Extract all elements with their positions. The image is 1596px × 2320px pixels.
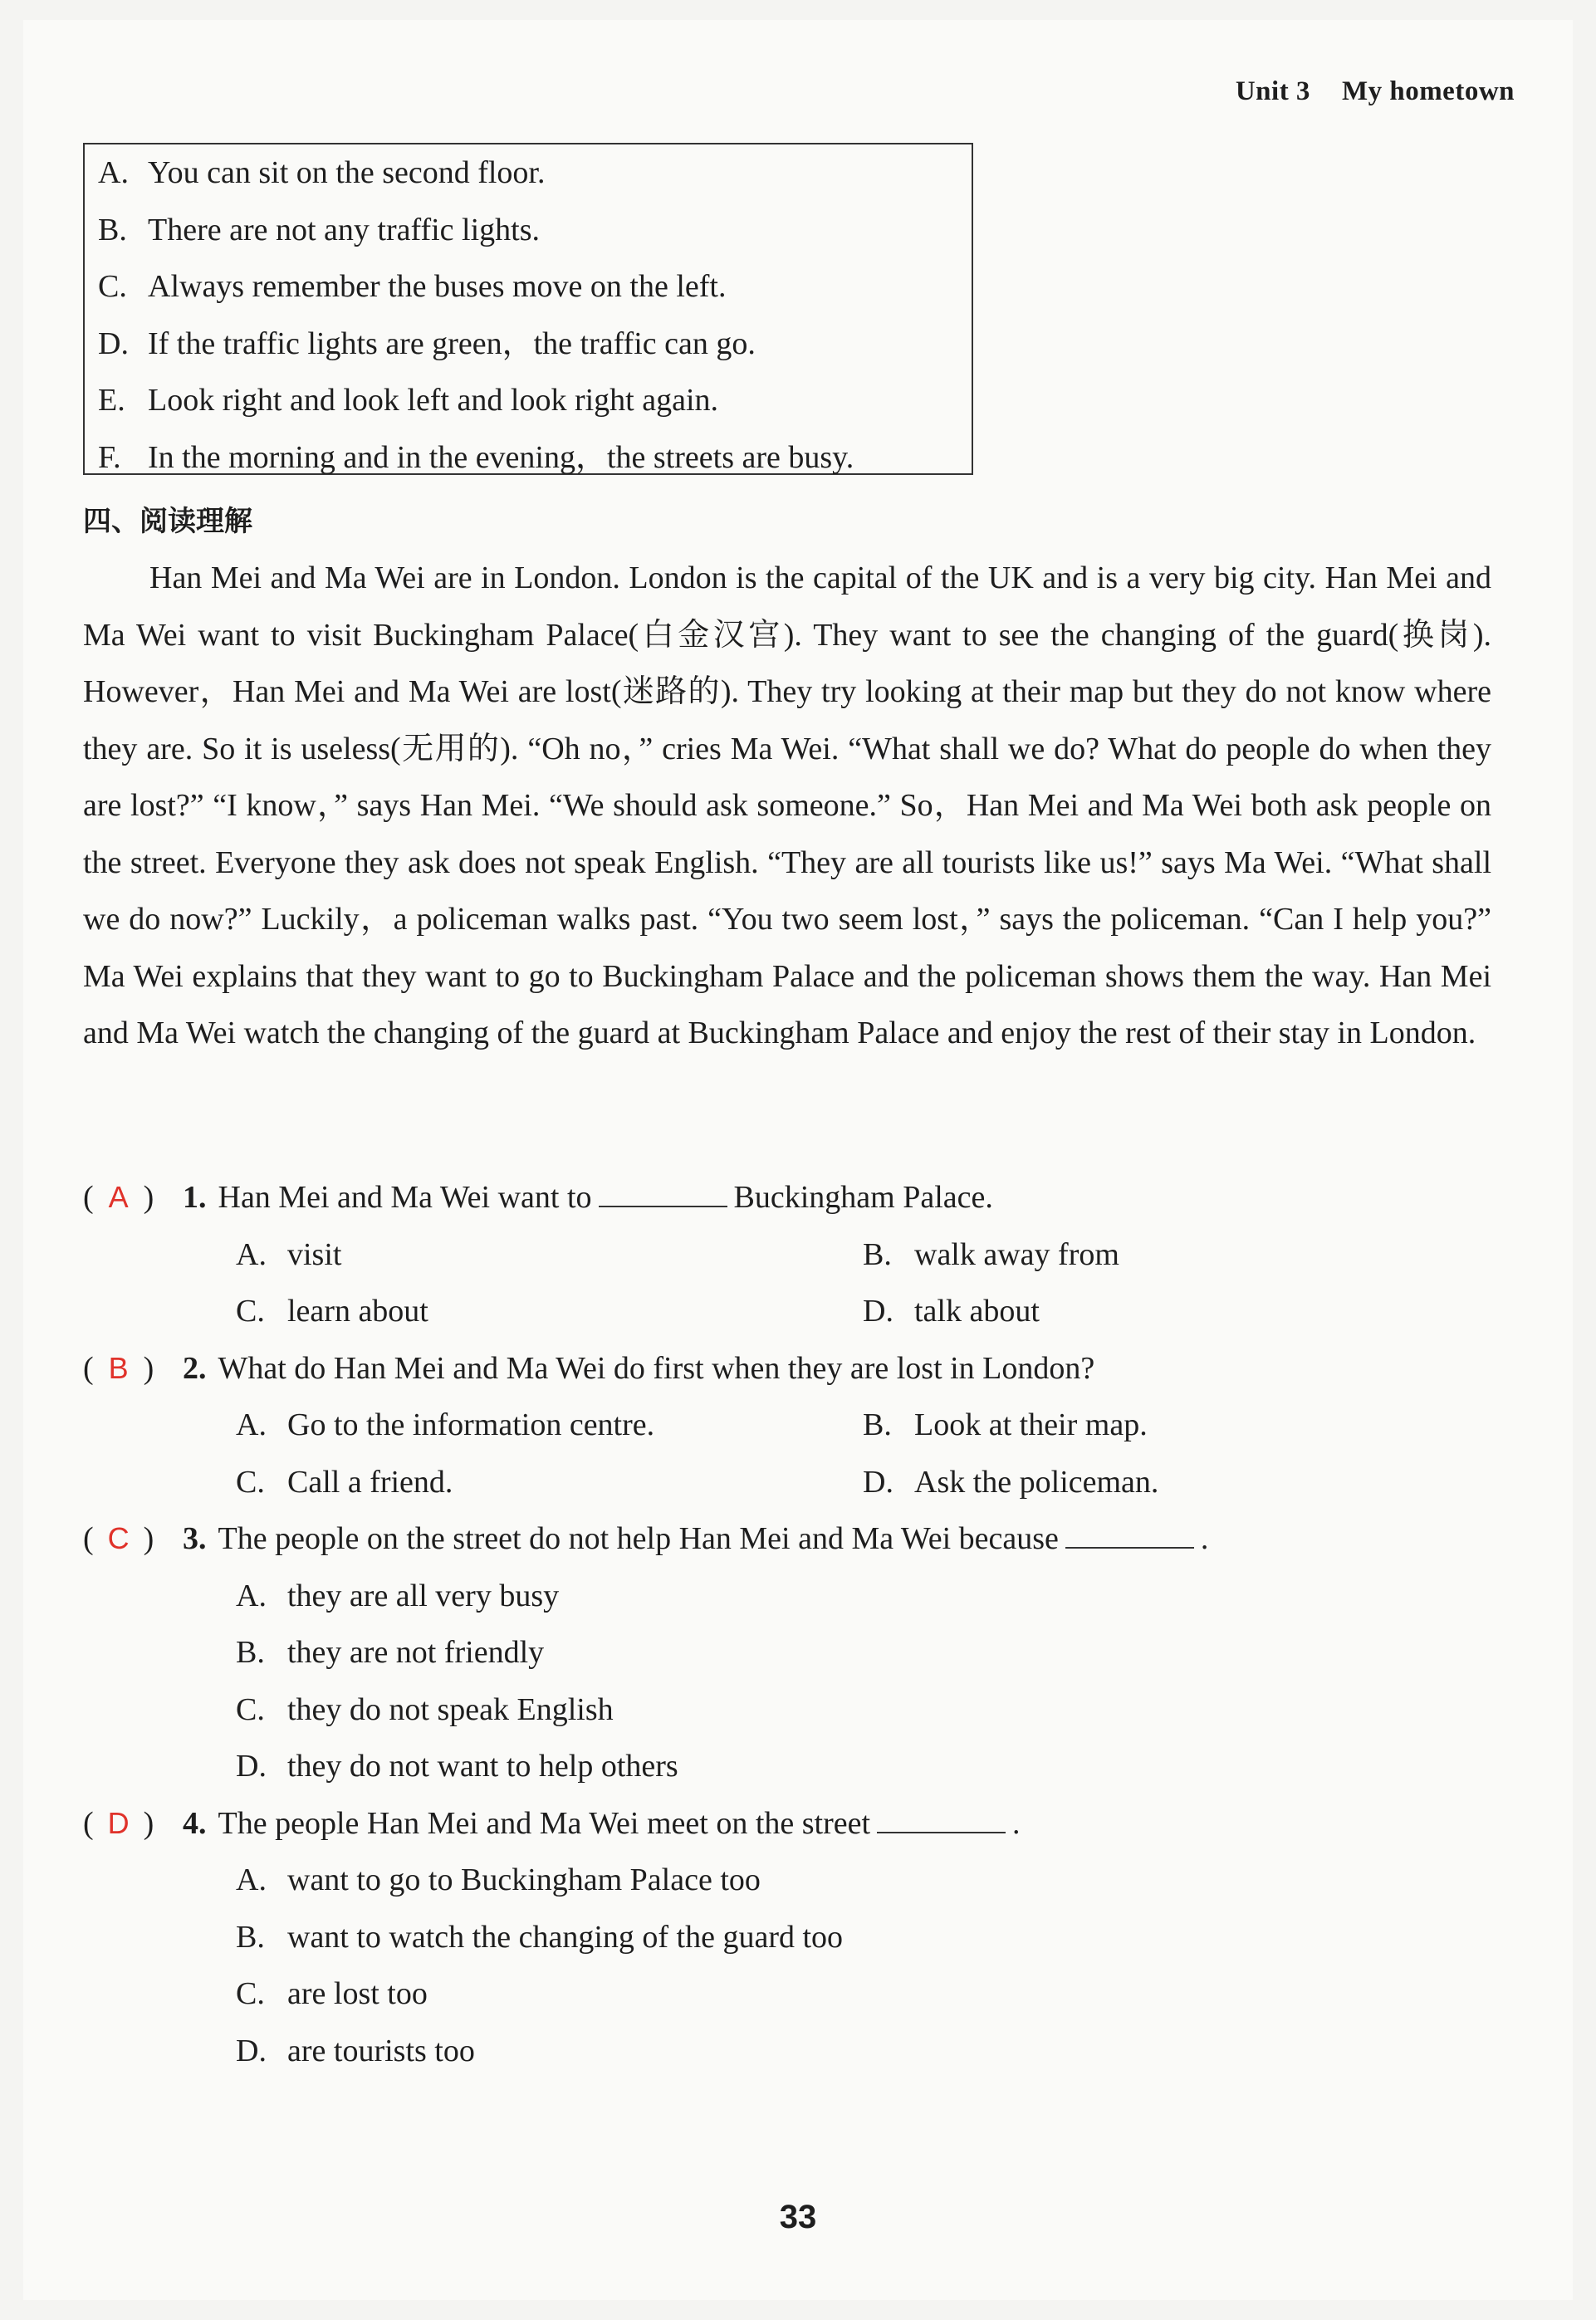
options-box: [83, 143, 973, 475]
stem-text-after: .: [1200, 1521, 1209, 1556]
choice-text: Call a friend.: [287, 1464, 453, 1500]
choice-option: [863, 1454, 1490, 1511]
answer-mark: D: [107, 1805, 130, 1840]
choice-letter: B.: [863, 1236, 892, 1272]
choice-text: they are not friendly: [287, 1635, 545, 1670]
choice-option: [236, 1283, 863, 1340]
option-text: Look right and look left and look right again.: [148, 383, 719, 418]
answer-bracket: ( A ): [83, 1169, 183, 1226]
choice-text: want to watch the changing of the guard too: [287, 1919, 844, 1955]
answer-bracket: ( B ): [83, 1340, 183, 1397]
choice-text: want to go to Buckingham Palace too: [287, 1862, 761, 1897]
answer-blank: [877, 1807, 1006, 1833]
choice-letter: C.: [236, 1691, 265, 1727]
option-text: There are not any traffic lights.: [148, 212, 540, 247]
choice-text: Ask the policeman.: [914, 1464, 1159, 1500]
stem-text: The people Han Mei and Ma Wei meet on the street: [218, 1805, 871, 1841]
section-title: 四、阅读理解: [83, 505, 252, 538]
choice-text: Look at their map.: [914, 1407, 1148, 1442]
unit-label: Unit 3: [1235, 76, 1310, 106]
option-letter: D.: [98, 325, 129, 361]
choice-option: [863, 1226, 1490, 1284]
choice-text: are tourists too: [287, 2033, 475, 2068]
choice-option: [236, 1965, 1495, 2023]
box-option: [98, 144, 958, 202]
answer-mark: B: [108, 1350, 129, 1385]
stem-text: The people on the street do not help Han Mei and Ma Wei because: [218, 1521, 1059, 1556]
stem-text: What do Han Mei and Ma Wei do first when they are lost in London?: [218, 1350, 1095, 1386]
question-stem: [83, 1169, 1495, 1226]
choice-letter: D.: [236, 1749, 267, 1784]
choice-option: [863, 1283, 1490, 1340]
choice-text: they do not speak English: [287, 1691, 614, 1727]
box-option: [98, 258, 958, 316]
answer-blank: [599, 1181, 727, 1207]
choice-option: [236, 1909, 1495, 1966]
choice-letter: A.: [236, 1862, 267, 1897]
choice-letter: C.: [236, 1464, 265, 1500]
question-3: [83, 1510, 1495, 1795]
option-letter: B.: [98, 212, 127, 247]
option-text: You can sit on the second floor.: [148, 155, 546, 190]
stem-text: Han Mei and Ma Wei want to: [218, 1180, 592, 1215]
answer-mark: A: [108, 1180, 129, 1214]
choice-letter: A.: [236, 1236, 267, 1272]
choice-letter: B.: [863, 1407, 892, 1442]
choice-text: Go to the information centre.: [287, 1407, 655, 1442]
stem-text-after: Buckingham Palace.: [733, 1180, 993, 1215]
question-number: 1.: [183, 1180, 207, 1215]
reading-passage: [83, 550, 1491, 1062]
option-text: Always remember the buses move on the left.: [148, 269, 727, 304]
question-number: 3.: [183, 1521, 207, 1556]
option-text: In the morning and in the evening，the streets are busy.: [148, 439, 854, 475]
choice-letter: D.: [236, 2033, 267, 2068]
stem-text-after: .: [1012, 1805, 1021, 1841]
choice-letter: B.: [236, 1919, 265, 1955]
choice-option: [236, 1738, 1495, 1795]
choice-option: [236, 1568, 1495, 1625]
choice-option: [863, 1397, 1490, 1454]
box-option: [98, 429, 958, 487]
unit-title: My hometown: [1341, 76, 1515, 106]
answer-blank: [1065, 1522, 1194, 1549]
choice-text: learn about: [287, 1294, 428, 1329]
option-text: If the traffic lights are green，the traffic can go.: [148, 325, 756, 361]
answer-mark: C: [107, 1521, 130, 1555]
page-number: 33: [779, 2199, 817, 2235]
choice-text: they are all very busy: [287, 1578, 560, 1613]
choice-text: are lost too: [287, 1976, 428, 2011]
choice-text: talk about: [914, 1294, 1040, 1329]
question-2: [83, 1340, 1495, 1511]
choice-text: they do not want to help others: [287, 1749, 678, 1784]
choice-letter: C.: [236, 1294, 265, 1329]
choice-letter: A.: [236, 1407, 267, 1442]
box-option: [98, 316, 958, 373]
question-stem: [83, 1340, 1495, 1397]
option-letter: F.: [98, 439, 121, 475]
choice-option: [236, 1454, 863, 1511]
box-option: [98, 372, 958, 429]
choice-option: [236, 1852, 1495, 1909]
choice-text: visit: [287, 1236, 342, 1272]
question-list: [83, 1169, 1495, 2079]
box-option: [98, 202, 958, 259]
choice-option: [236, 1624, 1495, 1681]
question-stem: [83, 1795, 1495, 1853]
question-1: [83, 1169, 1495, 1340]
choice-option: [236, 1681, 1495, 1739]
answer-bracket: ( C ): [83, 1510, 183, 1568]
question-number: 2.: [183, 1350, 207, 1386]
choice-option: [236, 1226, 863, 1284]
question-4: [83, 1795, 1495, 2080]
option-letter: A.: [98, 155, 129, 190]
answer-bracket: ( D ): [83, 1795, 183, 1853]
choice-letter: C.: [236, 1976, 265, 2011]
question-number: 4.: [183, 1805, 207, 1841]
choice-option: [236, 2023, 1495, 2080]
choice-letter: A.: [236, 1578, 267, 1613]
question-stem: [83, 1510, 1495, 1568]
choice-option: [236, 1397, 863, 1454]
option-letter: E.: [98, 383, 125, 418]
choice-letter: B.: [236, 1635, 265, 1670]
choice-text: walk away from: [914, 1236, 1119, 1272]
page-header: [1236, 76, 1515, 107]
choice-letter: D.: [863, 1294, 893, 1329]
passage-text: Han Mei and Ma Wei are in London. London is the capital of the UK and is a very big city. Han Mei and Ma Wei want to visit Buckingham Palace(白金汉宫). They want to see the changing of the guard(换岗). However，Han Mei and Ma Wei are lost(迷路的). They try looking at their map but they do not know where they are. So it is useless(无用的). “Oh no，” cries Ma Wei. “What shall we do? What do people do when they are lost?” “I know，” says Han Mei. “We should ask someone.” So，Han Mei and Ma Wei both ask people on the street. Everyone they ask does not speak English. “They are all tourists like us!” says Ma Wei. “What shall we do now?” Luckily，a policeman walks past. “You two seem lost，” says the policeman. “Can I help you?” Ma Wei explains that they want to go to Buckingham Palace and the policeman shows them the way. Han Mei and Ma Wei watch the changing of the guard at Buckingham Palace and enjoy the rest of their stay in London.: [83, 560, 1491, 1050]
option-letter: C.: [98, 269, 127, 304]
choice-letter: D.: [863, 1464, 893, 1500]
